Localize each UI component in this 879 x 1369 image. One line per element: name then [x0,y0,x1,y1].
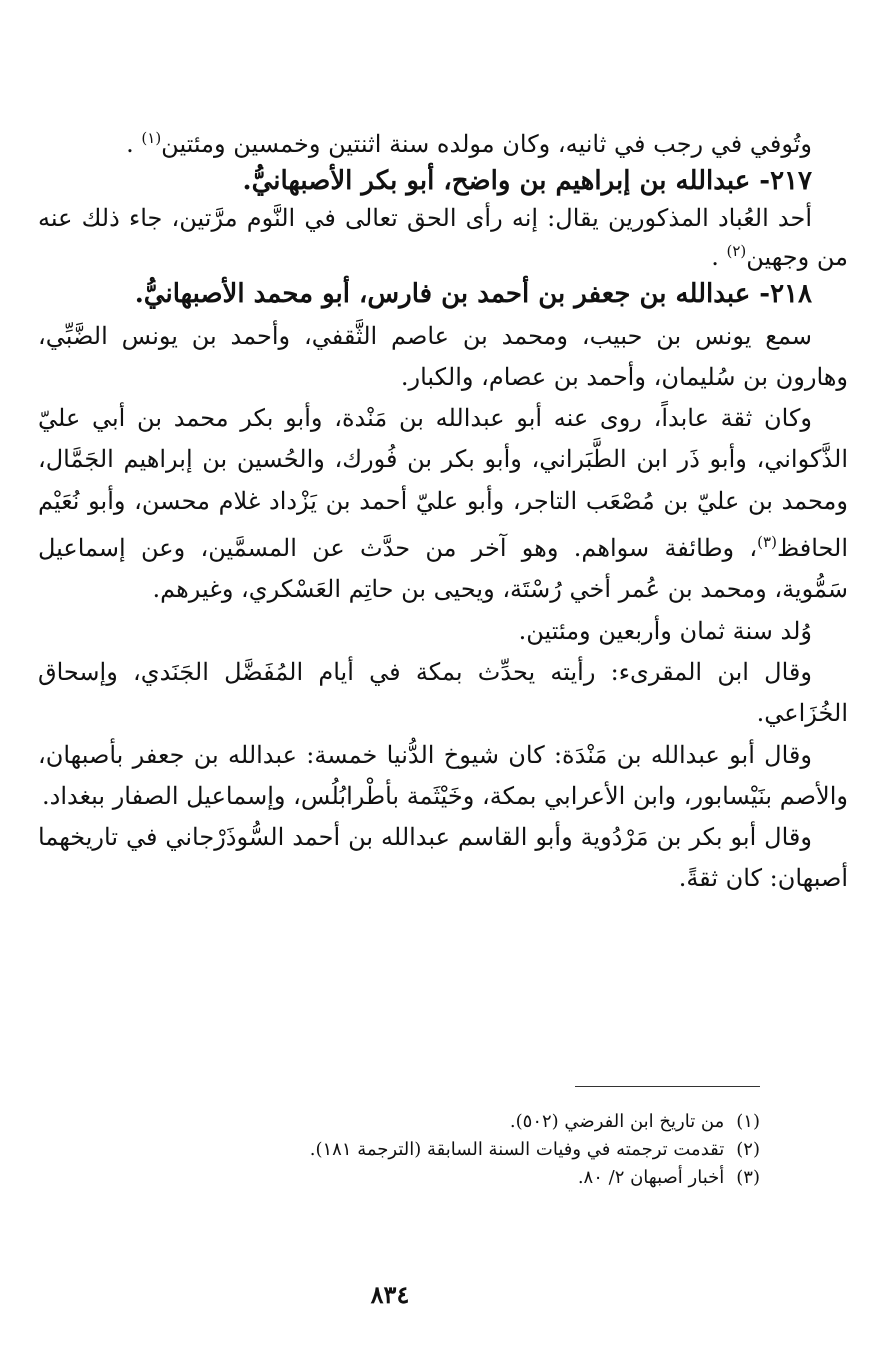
footnote-ref-1: (١) [141,129,162,147]
footnote-3 [120,1164,760,1192]
entry-218-paragraph-2-start: وكان ثقة عابداً، روى عنه أبو عبدالله بن مَنْدة، وأبو بكر محمد بن أبي عليّ الذَّكواني، وأبو ذَر ابن الطَّبَراني، وأبو بكر بن فُورك، والحُسين بن إبراهيم الجَمَّال، ومحمد بن عليّ بن مُصْعَب التاجر، وأبو عليّ أحمد بن يَزْداد غلام محسن، وأبو نُعَيْم الحافظ [38,404,848,563]
entry-218-paragraph-2-end: ، وطائفة سواهم. وهو آخر من حدَّث عن المسمَّين، وعن إسماعيل سَمُّوية، ومحمد بن عُمر أخي رُسْتَة، ويحيى بن حاتِم العَسْكري، وغيرهم. [38,534,848,604]
footnote-ref-2: (٢) [726,242,747,261]
page-number: ٨٣٤ [370,1280,410,1309]
footnote-text: من تاريخ ابن الفرضي (٥٠٢). [509,1111,725,1132]
continuation-paragraph: وتُوفي في رجب في ثانيه، وكان مولده سنة اثنتين وخمسين ومئتين$^{(١)}$ . [126,129,812,158]
continuation-text: وتُوفي في رجب في ثانيه، وكان مولده سنة اثنتين وخمسين ومئتين [161,130,812,158]
entry-217-heading: ٢١٧- عبدالله بن إبراهيم بن واضح، أبو بكر الأصبهانيُّ. [242,166,812,196]
entry-217-text: أحد العُباد المذكورين يقال: إنه رأى الحق تعالى في النَّوم مرَّتين، جاء ذلك عنه من وجهين [38,204,848,272]
footnote-divider [575,1086,760,1087]
entry-218-paragraph-3: وُلد سنة ثمان وأربعين ومئتين. [518,616,812,645]
entry-218-paragraph-6: وقال أبو بكر بن مَرْدُوية وأبو القاسم عبدالله بن أحمد السُّوذَرْجاني في تاريخهما أصبهان: كان ثقةً. [38,823,848,893]
main-text [38,122,848,900]
footnote-number: (١) [736,1111,760,1132]
entry-218-heading: ٢١٨- عبدالله بن جعفر بن أحمد بن فارس، أبو محمد الأصبهانيُّ. [134,279,812,310]
entry-218-paragraph-1: سمع يونس بن حبيب، ومحمد بن عاصم الثَّقفي، وأحمد بن يونس الضَّبِّي، وهارون بن سُليمان، وأحمد بن عصام، والكبار. [38,321,848,391]
footnote-text: أخبار أصبهان ٢/ ٨٠. [577,1167,725,1188]
footnote-ref-3: (٣) [757,533,777,552]
entry-218-paragraph-2 [38,398,848,610]
entry-218-paragraph-5: وقال أبو عبدالله بن مَنْدَة: كان شيوخ الدُّنيا خمسة: عبدالله بن جعفر بأصبهان، والأصم بنَيْسابور، وابن الأعرابي بمكة، وخَيْثَمة بأطْرابُلُس، وإسماعيل الصفار ببغداد. [38,740,848,810]
entry-218-paragraph-4: وقال ابن المقرىء: رأيته يحدِّث بمكة في أيام المُفَضَّل الجَنَدي، وإسحاق الخُزَاعي. [38,657,848,728]
footnote-2 [120,1136,760,1164]
footnotes [120,1108,760,1192]
footnote-text: تقدمت ترجمته في وفيات السنة السابقة (الترجمة ١٨١). [309,1139,725,1160]
footnote-1 [120,1108,760,1136]
footnote-number: (٢) [736,1139,760,1160]
entry-217-paragraph: أحد العُباد المذكورين يقال: إنه رأى الحق تعالى في النَّوم مرَّتين، جاء ذلك عنه من وجهين$^{(٢)}$ . [38,204,848,272]
footnote-number: (٣) [736,1167,760,1188]
